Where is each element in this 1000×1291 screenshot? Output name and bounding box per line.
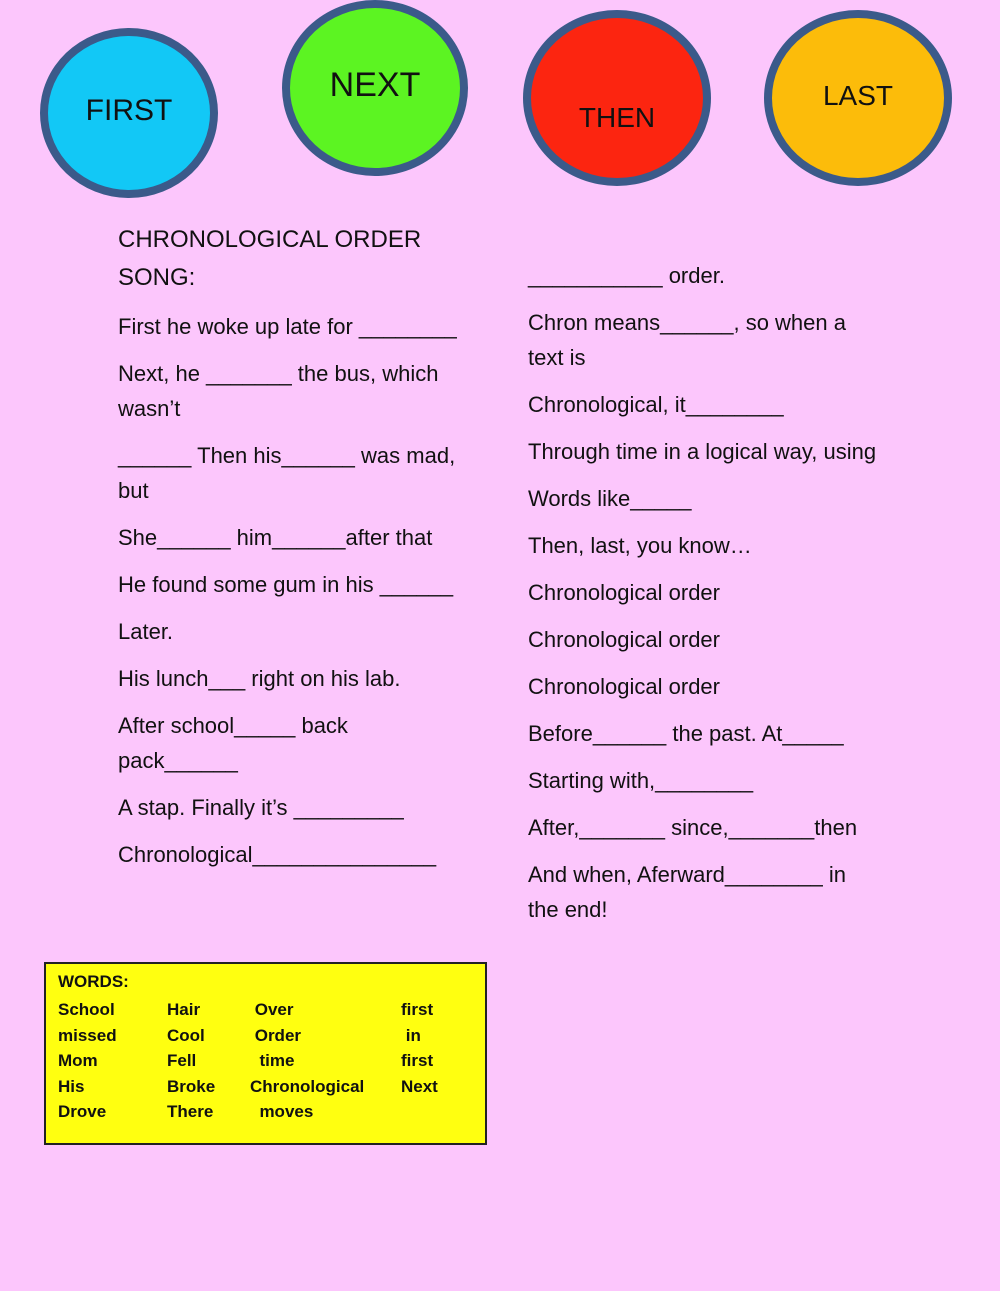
- word-bank-column: [167, 997, 215, 1125]
- song-right-column: [528, 258, 878, 939]
- word: School: [58, 1000, 115, 1019]
- circle-last: [764, 10, 952, 186]
- song-line: Chron means______, so when a text is: [528, 310, 853, 370]
- word: Over: [250, 1000, 294, 1019]
- circle-label: FIRST: [85, 94, 173, 127]
- song-line: She______ him______after that: [118, 525, 433, 550]
- word: Next: [401, 1076, 438, 1096]
- word-bank-column: [58, 997, 117, 1125]
- song-line: Chronological order: [528, 627, 720, 652]
- song-line: Chronological order: [528, 580, 720, 605]
- song-line: He found some gum in his ______: [118, 572, 454, 597]
- word: missed: [58, 1025, 117, 1045]
- word-bank: [44, 962, 487, 1145]
- word-bank-column: [401, 997, 438, 1099]
- song-line: Chronological order: [528, 674, 720, 699]
- word: Order: [250, 1025, 302, 1045]
- word: Cool: [167, 1025, 205, 1045]
- word-bank-title: WORDS:: [58, 972, 129, 991]
- song-line: After,_______ since,_______then: [528, 815, 858, 840]
- song-line: Words like_____: [528, 486, 692, 511]
- song-line: Next, he _______ the bus, which wasn’t: [118, 361, 445, 421]
- word: moves: [250, 1102, 314, 1122]
- circle-then: [523, 10, 711, 186]
- word: Drove: [58, 1102, 107, 1122]
- song-left-column: [118, 221, 468, 884]
- song-line: Then, last, you know…: [528, 533, 752, 558]
- song-line: Chronological, it________: [528, 392, 784, 417]
- circle-label: THEN: [578, 102, 656, 133]
- word-bank-column: [250, 997, 364, 1125]
- song-line: After school_____ back pack______: [118, 713, 355, 773]
- word: in: [401, 1025, 421, 1045]
- song-line: Chronological_______________: [118, 842, 437, 867]
- word: Broke: [167, 1076, 216, 1096]
- word: first: [401, 1000, 434, 1019]
- song-line: Before______ the past. At_____: [528, 721, 844, 746]
- song-line: Through time in a logical way, using: [528, 439, 877, 464]
- word: His: [58, 1076, 85, 1096]
- word: Fell: [167, 1051, 197, 1071]
- word: first: [401, 1051, 434, 1071]
- song-line: ___________ order.: [528, 263, 725, 288]
- word: Mom: [58, 1051, 98, 1071]
- circle-next: [282, 0, 468, 176]
- song-line: And when, Aferward________ in the end!: [528, 862, 853, 922]
- word: time: [250, 1051, 295, 1071]
- song-line: His lunch___ right on his lab.: [118, 666, 401, 691]
- word: Chronological: [250, 1076, 365, 1096]
- song-line: Later.: [118, 619, 174, 644]
- song-line: Starting with,________: [528, 768, 754, 793]
- song-line: A stap. Finally it’s _________: [118, 795, 404, 820]
- song-line: First he woke up late for ________: [118, 314, 457, 339]
- circle-first: [40, 28, 218, 198]
- word: Hair: [167, 1000, 201, 1019]
- circle-label: LAST: [822, 80, 894, 111]
- word: There: [167, 1102, 214, 1122]
- song-title: CHRONOLOGICAL ORDER SONG:: [118, 226, 428, 291]
- song-line: ______ Then his______ was mad, but: [118, 443, 462, 503]
- circle-label: NEXT: [329, 66, 421, 104]
